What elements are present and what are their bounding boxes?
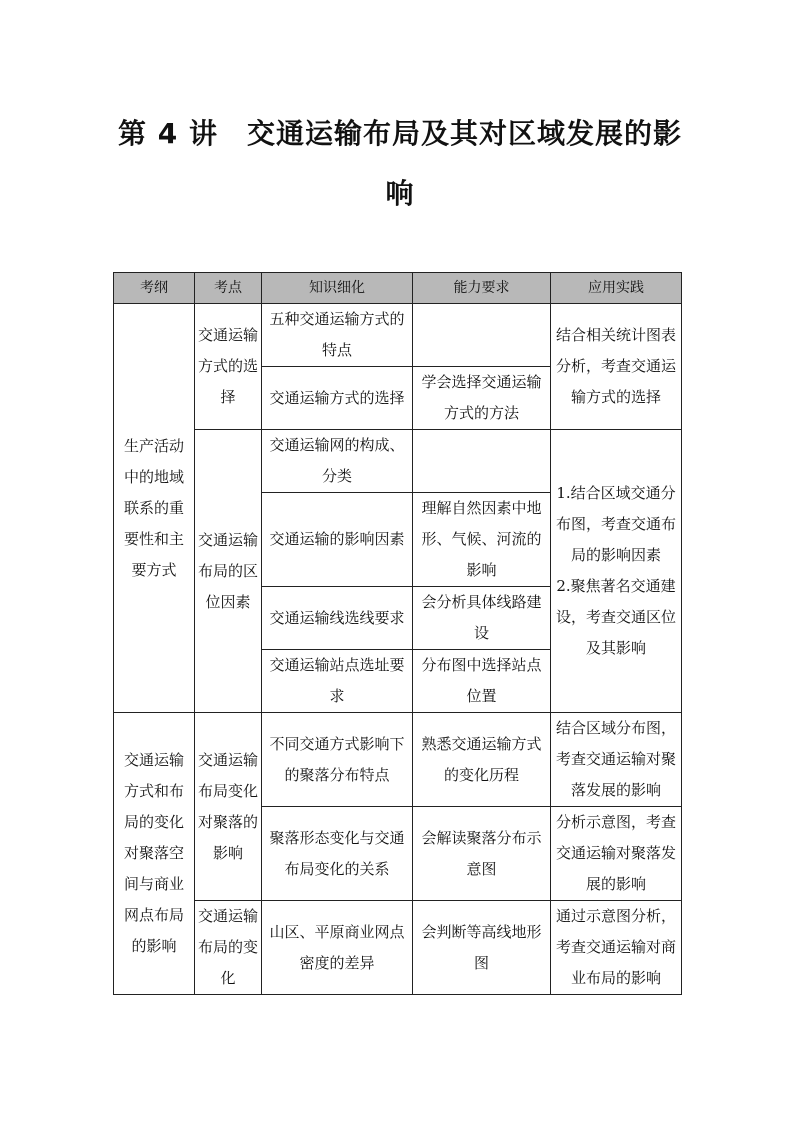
knowledge-cell: 山区、平原商业网点密度的差异 [262, 901, 413, 995]
point-cell: 交通运输布局的区位因素 [195, 430, 262, 713]
knowledge-cell: 交通运输站点选址要求 [262, 650, 413, 713]
ability-cell: 会解读聚落分布示意图 [413, 807, 551, 901]
ability-cell: 分布图中选择站点位置 [413, 650, 551, 713]
ability-cell: 熟悉交通运输方式的变化历程 [413, 713, 551, 807]
page-title: 第 4 讲 交通运输布局及其对区域发展的影响 [118, 117, 682, 210]
header-outline: 考纲 [114, 273, 195, 304]
knowledge-cell: 交通运输线选线要求 [262, 587, 413, 650]
knowledge-cell: 五种交通运输方式的特点 [262, 304, 413, 367]
header-practice: 应用实践 [551, 273, 682, 304]
practice-cell: 结合区域分布图，考查交通运输对聚落发展的影响 [551, 713, 682, 807]
header-ability: 能力要求 [413, 273, 551, 304]
table-header-row [114, 273, 682, 304]
knowledge-cell: 交通运输方式的选择 [262, 367, 413, 430]
knowledge-cell: 聚落形态变化与交通布局变化的关系 [262, 807, 413, 901]
exam-outline-table [113, 272, 682, 995]
practice-item: 2.聚焦著名交通建设，考查交通区位及其影响 [555, 577, 676, 657]
ability-cell: 会判断等高线地形图 [413, 901, 551, 995]
outline-cell: 生产活动中的地域联系的重要性和主要方式 [114, 304, 195, 713]
knowledge-cell: 交通运输的影响因素 [262, 493, 413, 587]
header-point: 考点 [195, 273, 262, 304]
point-cell: 交通运输布局变化对聚落的影响 [195, 713, 262, 901]
practice-cell: 通过示意图分析，考查交通运输对商业布局的影响 [551, 901, 682, 995]
ability-cell [413, 430, 551, 493]
knowledge-cell: 交通运输网的构成、分类 [262, 430, 413, 493]
ability-cell: 会分析具体线路建设 [413, 587, 551, 650]
point-cell: 交通运输布局的变化 [195, 901, 262, 995]
table-row [114, 713, 682, 807]
ability-cell [413, 304, 551, 367]
practice-item: 1.结合区域交通分布图，考查交通布局的影响因素 [555, 484, 676, 564]
ability-cell: 学会选择交通运输方式的方法 [413, 367, 551, 430]
knowledge-cell: 不同交通方式影响下的聚落分布特点 [262, 713, 413, 807]
practice-cell [551, 430, 682, 713]
ability-cell: 理解自然因素中地形、气候、河流的影响 [413, 493, 551, 587]
header-knowledge: 知识细化 [262, 273, 413, 304]
practice-cell: 分析示意图，考查交通运输对聚落发展的影响 [551, 807, 682, 901]
table-row [114, 304, 682, 367]
outline-cell: 交通运输方式和布局的变化对聚落空间与商业网点布局的影响 [114, 713, 195, 995]
table-row [114, 430, 682, 493]
point-cell: 交通运输方式的选择 [195, 304, 262, 430]
table-row [114, 901, 682, 995]
practice-cell: 结合相关统计图表分析，考查交通运输方式的选择 [551, 304, 682, 430]
